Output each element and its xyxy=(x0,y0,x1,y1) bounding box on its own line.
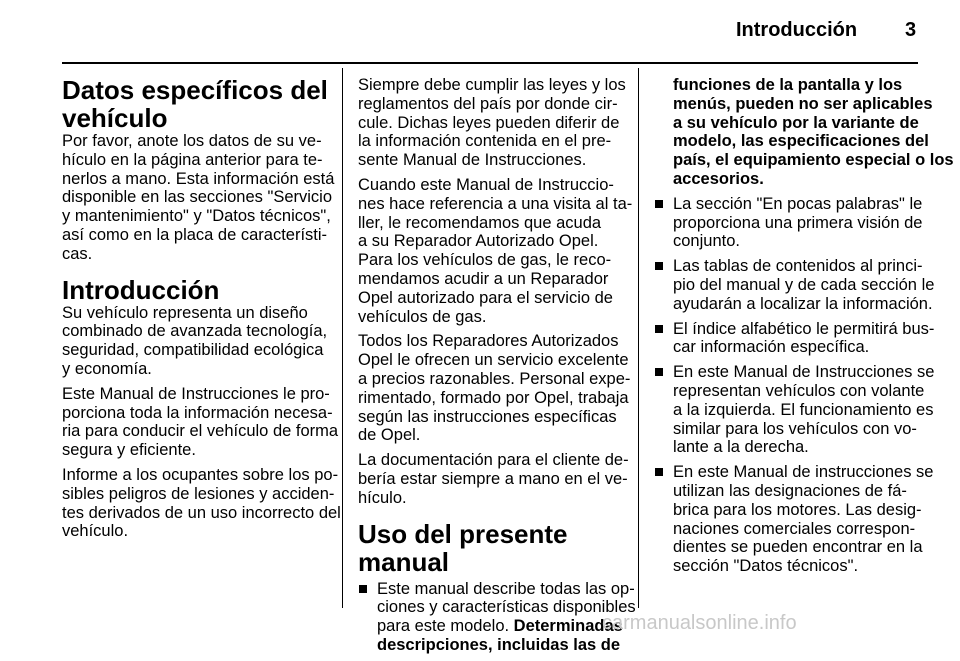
bullet-square-icon xyxy=(359,585,367,593)
column-2 xyxy=(358,76,636,661)
bullet-square-icon xyxy=(655,325,663,333)
column-divider xyxy=(342,68,343,608)
bullet-item: Las tablas de contenidos al princi- pio del manual y de cada sección le ayudarán a localizar la información. xyxy=(654,257,924,313)
bullet-continuation: funciones de la pantalla y los menús, pueden no ser aplicables a su vehículo por la variante de modelo, las especificaciones del país, el equipamiento especial o los accesorios. xyxy=(673,76,954,188)
paragraph: Este Manual de Instrucciones le pro- porciona toda la información necesa- ria para conducir el vehículo de forma segura y eficiente. xyxy=(62,384,339,460)
heading-vehicle-data: Datos específicos del vehículo xyxy=(62,75,328,133)
watermark: carmanualsonline.info xyxy=(602,612,797,634)
running-header-title: Introducción xyxy=(736,19,858,41)
bullet-item: Este manual describe todas las op- ciones y características disponibles para este modelo. Determinadas descripciones, incluidas las de xyxy=(358,580,628,655)
bullet-square-icon xyxy=(655,468,663,476)
bullet-item: La sección "En pocas palabras" le proporciona una primera visión de conjunto. xyxy=(654,195,924,251)
heading-introduction: Introducción xyxy=(62,274,220,305)
paragraph: Informe a los ocupantes sobre los po- sibles peligros de lesiones y acciden- tes derivados de un uso incorrecto del vehículo. xyxy=(62,465,341,541)
heading-manual-usage: Uso del presente manual xyxy=(358,518,568,577)
paragraph: Su vehículo representa un diseño combinado de avanzada tecnología, seguridad, compatibilidad ecológica y economía. xyxy=(62,303,328,378)
paragraph: Siempre debe cumplir las leyes y los reglamentos del país por donde cir- cule. Dichas leyes pueden diferir de la información contenida en el pre- sente Manual de Instrucciones. xyxy=(358,76,626,170)
column-divider xyxy=(638,68,639,608)
bullet-square-icon xyxy=(655,262,663,270)
bullet-item: En este Manual de instrucciones se utilizan las designaciones de fá- brica para los motores. Las desig- naciones comerciales correspon- dientes se pueden encontrar en la sección "Datos técnicos". xyxy=(654,463,924,576)
paragraph: Por favor, anote los datos de su ve- hículo en la página anterior para te- nerlos a mano. Esta información está disponible en las secciones "Servicio y mantenimiento" y "Datos técnicos", así como en la placa de característi- cas. xyxy=(62,132,335,263)
header-rule xyxy=(62,62,918,64)
page-number: 3 xyxy=(905,19,917,41)
paragraph: Cuando este Manual de Instruccio- nes hace referencia a una visita al ta- ller, le recomendamos que acuda a su Reparador Autorizado Opel. Para los vehículos de gas, le reco- mendamos acudir a un Reparador Opel autorizado para el servicio de vehículos de gas. xyxy=(358,175,633,326)
bullet-square-icon xyxy=(655,368,663,376)
column-1 xyxy=(62,75,341,547)
paragraph: La documentación para el cliente de- bería estar siempre a mano en el ve- hículo. xyxy=(358,451,629,507)
bullet-square-icon xyxy=(655,200,663,208)
bullet-item: En este Manual de Instrucciones se representan vehículos con volante a la izquierda. El funcionamiento es similar para los vehículos con vo- lante a la derecha. xyxy=(654,363,924,457)
paragraph: Todos los Reparadores Autorizados Opel le ofrecen un servicio excelente a precios razonables. Personal expe- rimentado, formado por Opel, trabaja según las instrucciones específicas de Opel. xyxy=(358,332,631,445)
column-3 xyxy=(654,76,954,582)
bullet-item: El índice alfabético le permitirá bus- car información específica. xyxy=(654,320,924,358)
